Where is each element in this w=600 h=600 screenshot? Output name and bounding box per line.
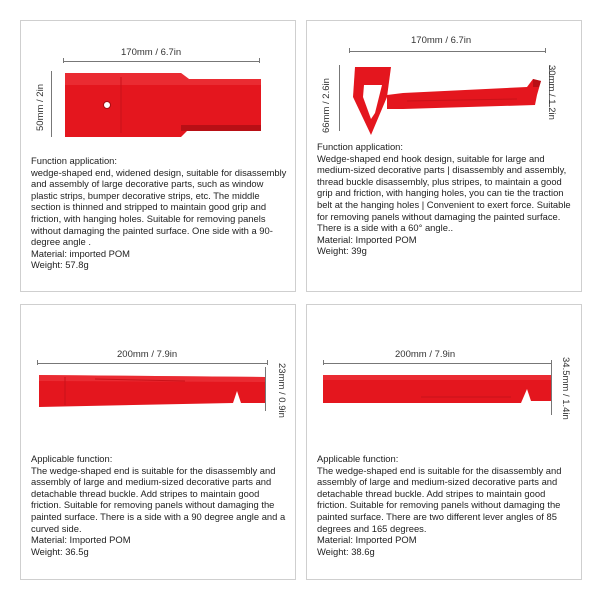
dimension-tick [349, 48, 350, 53]
section-heading: Function application: [31, 155, 117, 166]
dimension-tick [259, 58, 260, 63]
material-text: Material: Imported POM [31, 534, 131, 546]
dimension-tick [545, 48, 546, 53]
description-text: Wedge-shaped end hook design, suitable for large and medium-sized decorative parts | disassembly and assembly, thread buckle disassembly, plus stripes, to maintain a good grip and friction, with hanging holes, you can tie the traction belt at the hanging holes | Convenient to exert force. Suitable for removing panels without damaging the painted surface. There is a side with a 60° angle.. [317, 152, 571, 234]
description-text: The wedge-shaped end is suitable for the disassembly and assembly of large and medium-sized decorative parts and detachable thread buckle. Add stripes to maintain good friction. Suitable for removing panels without damaging the painted surface. There is a side with a 90 degree angle and a curved side. [31, 464, 286, 534]
width-dimension-line [349, 51, 545, 52]
height-label: 66mm / 2.6in [321, 78, 332, 133]
trim-tool-wide-image [61, 67, 266, 145]
height-label: 23mm / 0.9in [276, 363, 287, 418]
material-text: Material: imported POM [31, 247, 130, 259]
section-heading: Applicable function: [317, 453, 399, 464]
weight-text: Weight: 36.5g [31, 545, 89, 557]
width-dimension-line [37, 363, 267, 364]
product-panel-3 [20, 304, 296, 580]
product-panel-1 [20, 20, 296, 292]
dimension-tick [63, 58, 64, 63]
width-label: 200mm / 7.9in [117, 349, 178, 360]
product-panel-4 [306, 304, 582, 580]
description-block [317, 141, 575, 257]
weight-text: Weight: 57.8g [31, 259, 89, 271]
trim-tool-flat-image [35, 369, 267, 415]
dimension-tick [37, 360, 38, 365]
dimension-tick [323, 360, 324, 365]
trim-tool-hook-image [347, 57, 552, 149]
description-block [31, 453, 289, 557]
material-text: Material: Imported POM [317, 233, 417, 245]
height-dimension-line [51, 71, 52, 137]
width-label: 200mm / 7.9in [395, 349, 456, 360]
width-label: 170mm / 6.7in [121, 47, 182, 58]
material-text: Material: Imported POM [317, 534, 417, 546]
dimension-tick [267, 360, 268, 365]
description-block [317, 453, 575, 557]
width-dimension-line [63, 61, 259, 62]
height-label: 34.5mm / 1.4in [560, 357, 571, 420]
weight-text: Weight: 38.6g [317, 545, 375, 557]
height-label-2: 30mm / 1.2in [546, 65, 557, 120]
description-text: wedge-shaped end, widened design, suitable for disassembly and assembly of large decorative parts, such as window plastic strips, bumper decorative strips, etc. The middle section is thinned and stripped to maintain good grip and friction, with hanging holes. Suitable for removing panels without damaging the painted surface. One side with a 90-degree angle . [31, 166, 287, 248]
weight-text: Weight: 39g [317, 245, 367, 257]
trim-tool-notched-image [321, 369, 553, 415]
product-panel-2 [306, 20, 582, 292]
description-text: The wedge-shaped end is suitable for the disassembly and assembly of large and medium-sized decorative parts and detachable thread buckle. Add stripes to maintain good friction. Suitable for removing panels without damaging the painted surface. There are two different lever angles of 85 degrees and 165 degrees. [317, 464, 562, 534]
width-label: 170mm / 6.7in [411, 35, 472, 46]
section-heading: Applicable function: [31, 453, 113, 464]
height-dimension-line [339, 65, 340, 131]
width-dimension-line [323, 363, 551, 364]
height-label: 50mm / 2in [35, 84, 46, 131]
description-block [31, 155, 289, 271]
section-heading: Function application: [317, 141, 403, 152]
